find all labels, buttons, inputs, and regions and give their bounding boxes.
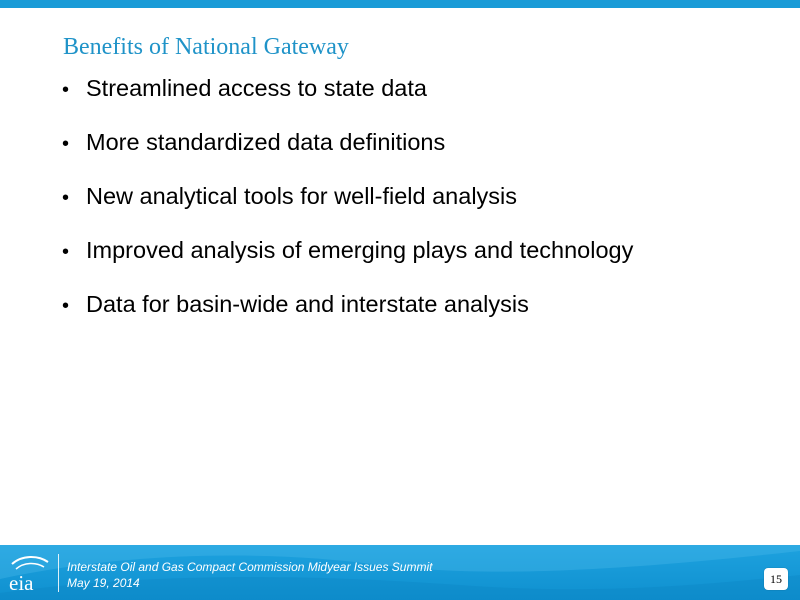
top-accent-bar <box>0 0 800 8</box>
eia-logo-icon <box>6 551 54 595</box>
bullet-text: Data for basin-wide and interstate analysis <box>86 291 529 317</box>
bullet-item <box>62 232 782 286</box>
bullet-glyph: • <box>62 241 70 263</box>
event-date: May 19, 2014 <box>67 576 140 590</box>
bullet-text: New analytical tools for well-field analysis <box>86 183 518 209</box>
bullet-glyph: • <box>62 187 70 209</box>
bullet-glyph: • <box>62 295 70 317</box>
bullet-glyph: • <box>62 79 70 101</box>
bullet-text: Improved analysis of emerging plays and technology <box>86 237 634 263</box>
event-name: Interstate Oil and Gas Compact Commission Midyear Issues Summit <box>67 560 433 574</box>
eia-logo-text: eia <box>9 571 34 595</box>
bullet-list <box>62 70 782 340</box>
bullet-text: More standardized data definitions <box>86 129 446 155</box>
bullet-item <box>62 178 782 232</box>
footer-divider <box>58 554 59 592</box>
bullet-item <box>62 70 782 124</box>
bullet-item <box>62 124 782 178</box>
page-number: 15 <box>764 568 788 590</box>
bullet-text: Streamlined access to state data <box>86 75 427 101</box>
footer-band <box>0 545 800 600</box>
slide-title: Benefits of National Gateway <box>63 34 349 60</box>
bullet-glyph: • <box>62 133 70 155</box>
bullet-item <box>62 286 782 340</box>
